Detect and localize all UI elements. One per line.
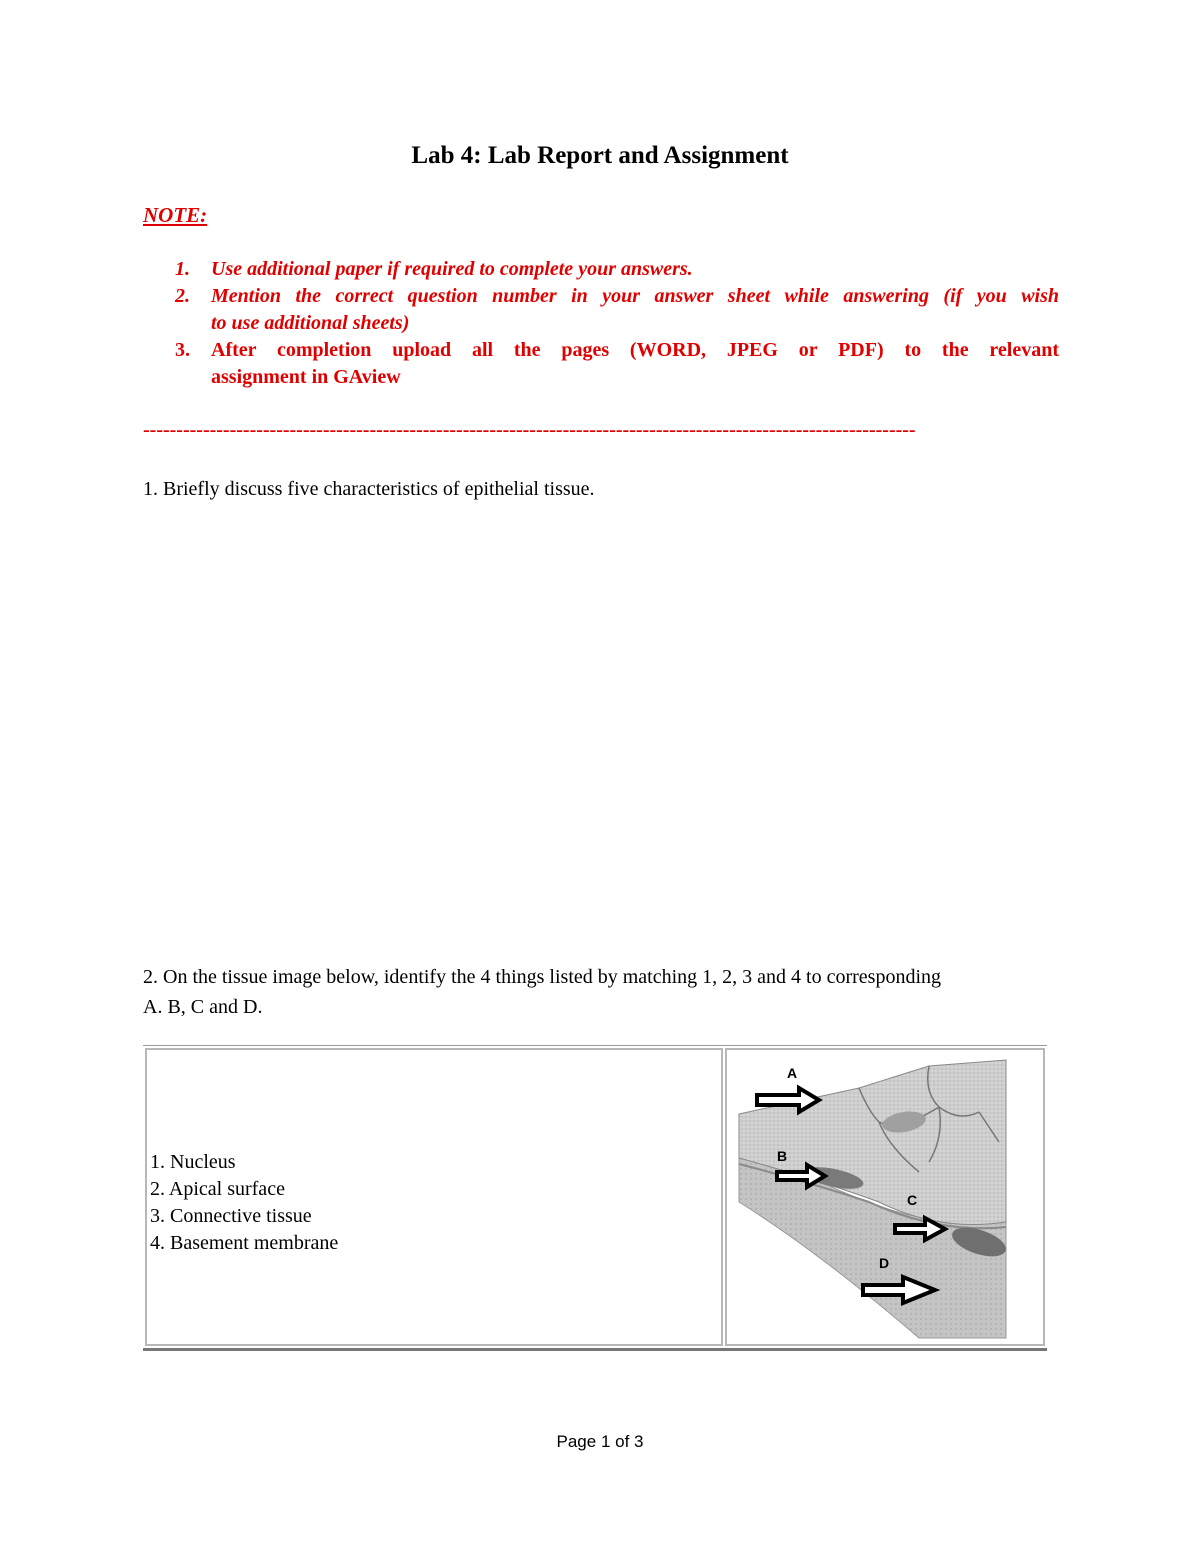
figure-label-d: D	[879, 1255, 890, 1271]
matching-list-cell	[145, 1048, 723, 1346]
note-item-1	[175, 256, 1059, 283]
note-label: NOTE:	[143, 203, 208, 227]
page-footer: Page 1 of 3	[556, 1432, 644, 1451]
note-item-text-line1: Mention the correct question number in your answer sheet while answering (if you wish	[211, 285, 1059, 307]
question-2-line1: 2. On the tissue image below, identify the 4 things listed by matching 1, 2, 3 and 4 to corresponding	[143, 966, 942, 988]
tissue-diagram	[729, 1052, 1041, 1346]
list-item: 3. Connective tissue	[150, 1205, 312, 1227]
note-item-number: 2.	[175, 285, 190, 307]
tissue-image-cell	[725, 1048, 1045, 1346]
figure-label-a: A	[787, 1065, 798, 1081]
question-1: 1. Briefly discuss five characteristics of epithelial tissue.	[143, 478, 595, 500]
page-title: Lab 4: Lab Report and Assignment	[411, 142, 789, 169]
note-item-text-line2: to use additional sheets)	[211, 312, 410, 334]
question-2-line2: A. B, C and D.	[143, 996, 263, 1018]
note-item-number: 3.	[175, 339, 190, 361]
list-item: 2. Apical surface	[150, 1178, 285, 1200]
matching-list	[150, 1149, 338, 1257]
section-divider: --------------------------------------------------------------------------------------------------------------------	[143, 419, 916, 441]
figure-label-b: B	[777, 1148, 788, 1164]
figure-label-c: C	[907, 1192, 918, 1208]
note-item-3	[175, 337, 1059, 391]
note-item-number: 1.	[175, 258, 190, 280]
list-item: 1. Nucleus	[150, 1151, 236, 1173]
note-item-text-line2: assignment in GAview	[211, 366, 401, 388]
note-item-2	[175, 283, 1059, 337]
list-item: 4. Basement membrane	[150, 1232, 339, 1254]
note-item-text: Use additional paper if required to complete your answers.	[211, 258, 693, 280]
note-item-text-line1: After completion upload all the pages (WORD, JPEG or PDF) to the relevant	[211, 339, 1059, 361]
matching-table	[143, 1045, 1047, 1351]
